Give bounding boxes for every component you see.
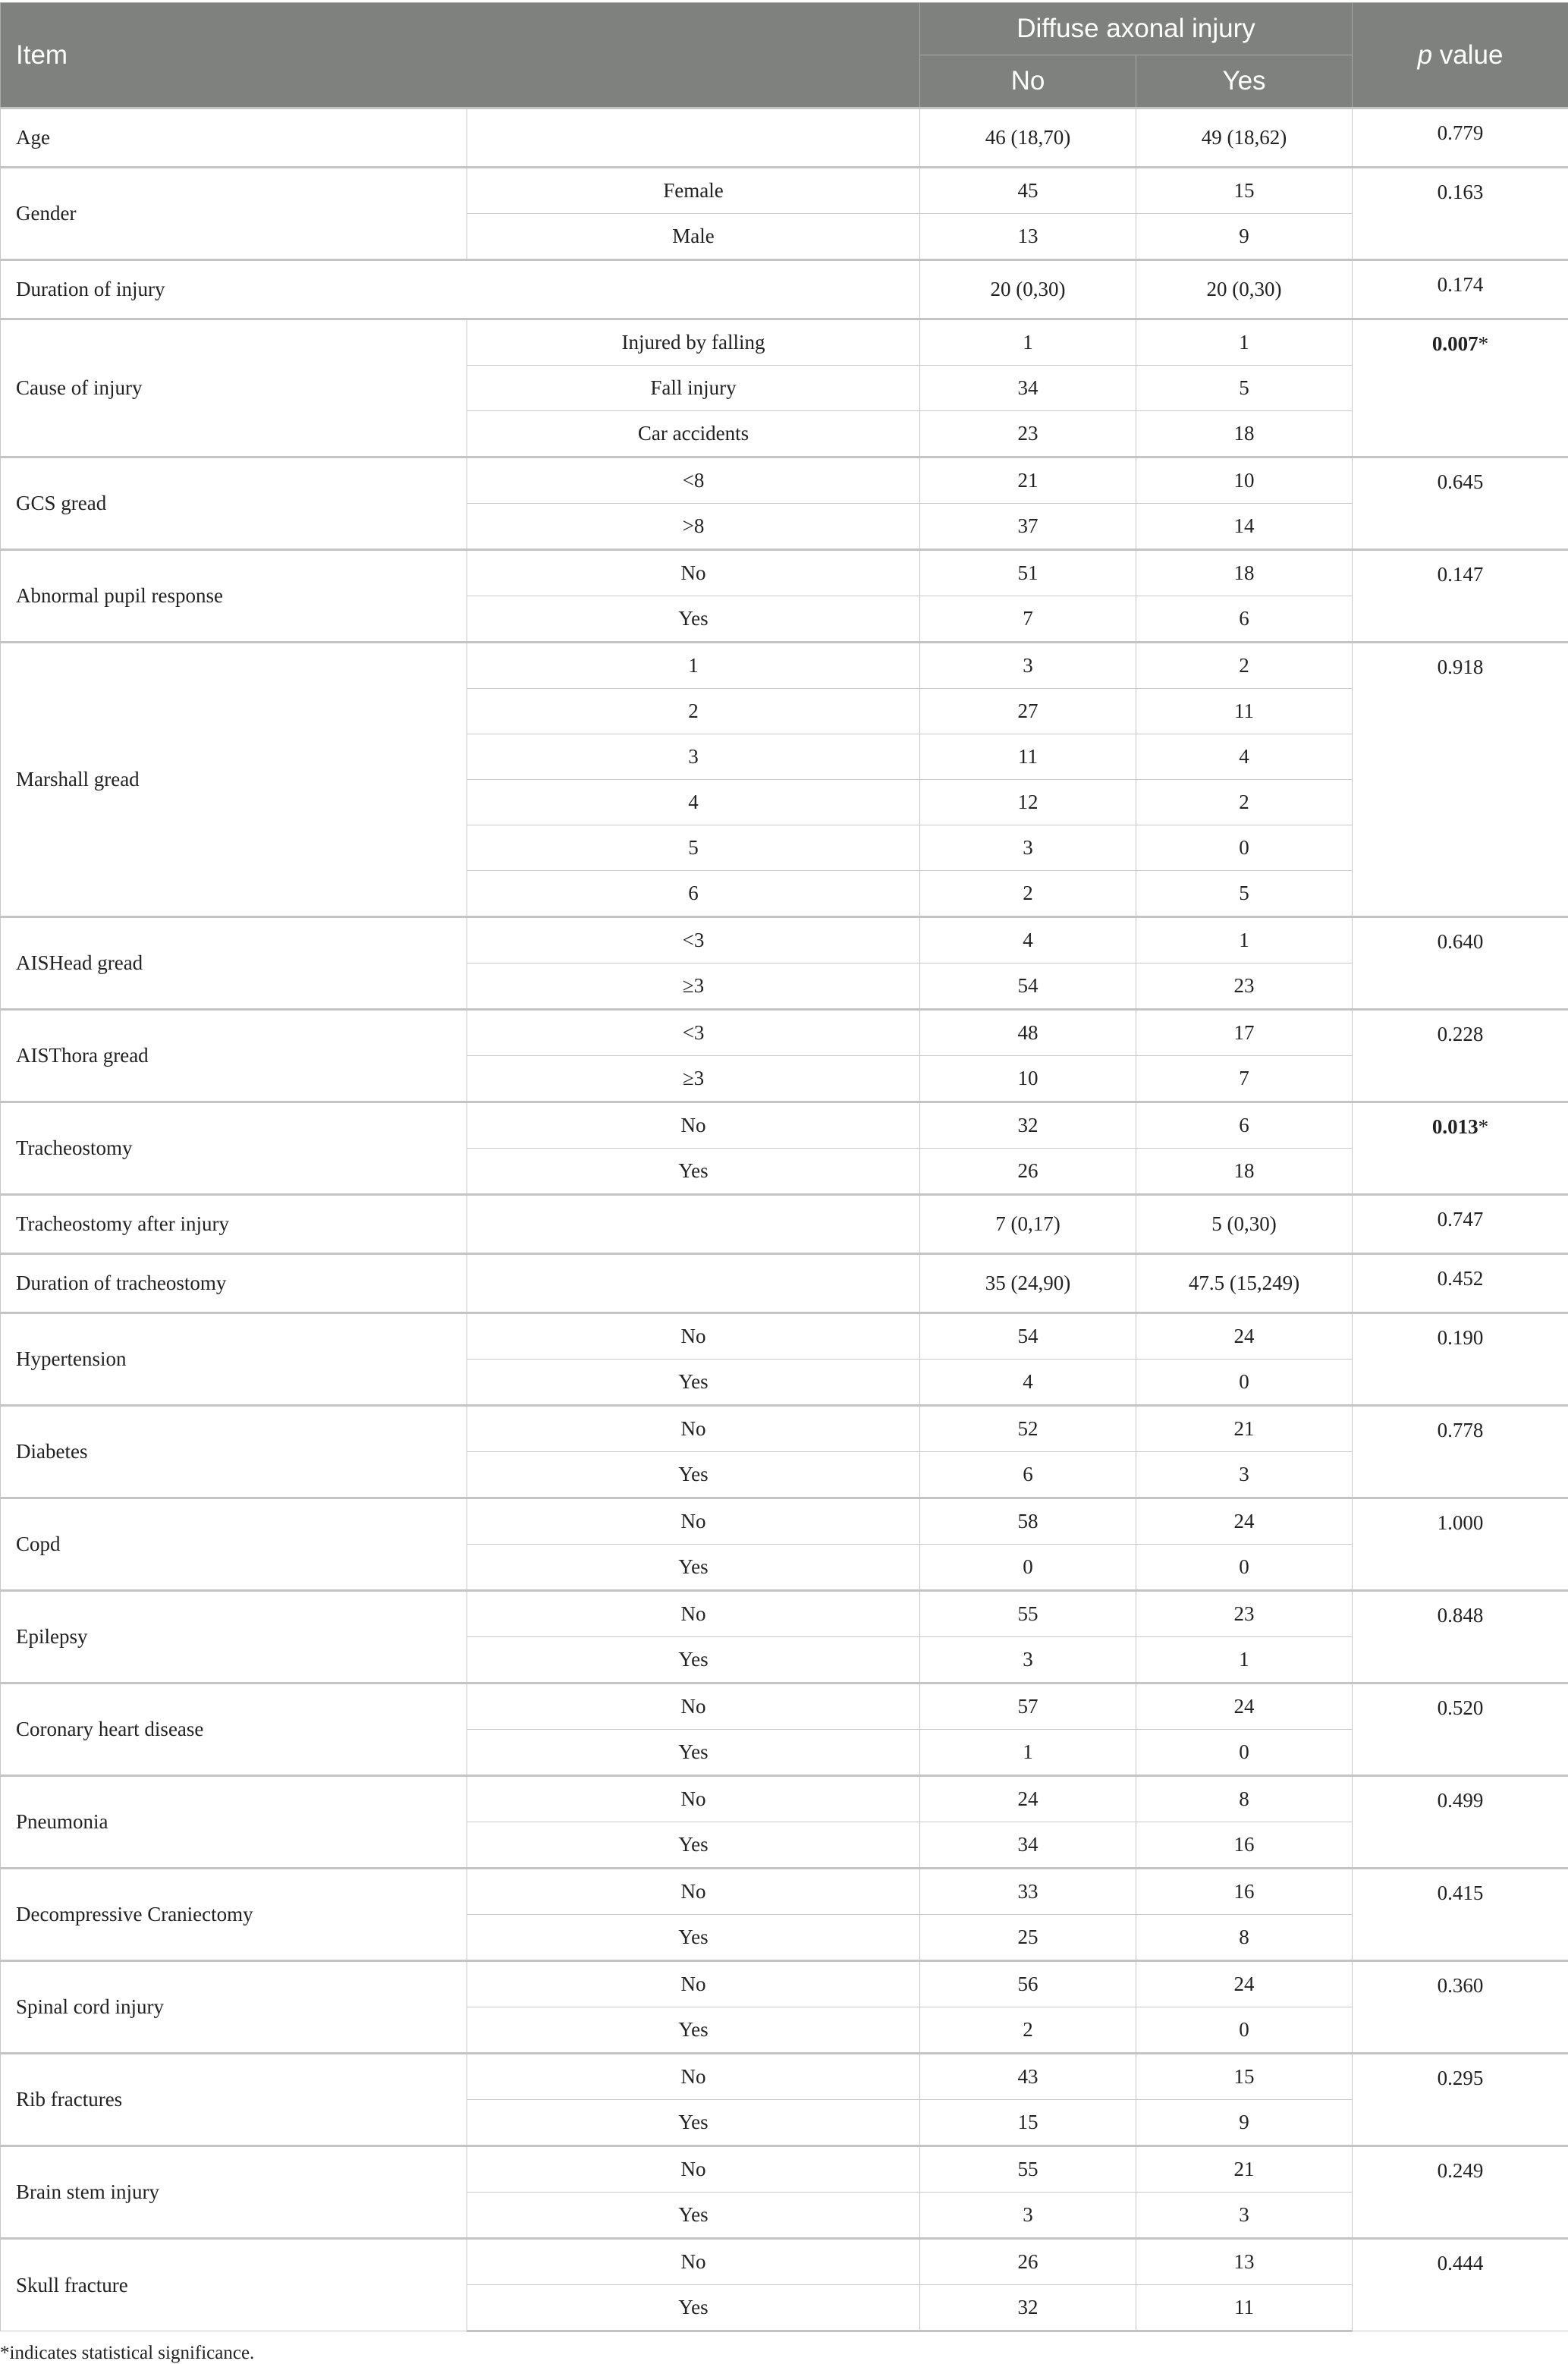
value-no: 21 [920, 457, 1136, 504]
value-yes: 1 [1136, 1637, 1353, 1683]
table-row [1, 1313, 1568, 1360]
subgroup-label: No [467, 2054, 920, 2100]
item-label: Duration of tracheostomy [1, 1254, 467, 1313]
item-label: Coronary heart disease [1, 1683, 467, 1776]
value-no: 12 [920, 780, 1136, 825]
subgroup-label: Yes [467, 1915, 920, 1961]
p-value-cell: 0.295 [1353, 2054, 1568, 2146]
p-value-cell: 0.174 [1353, 260, 1568, 319]
subgroup-label [467, 108, 920, 168]
header-p-italic: p [1418, 40, 1432, 70]
p-value-cell: 0.848 [1353, 1591, 1568, 1683]
table-body [1, 108, 1568, 2331]
item-label: Marshall gread [1, 643, 467, 917]
table-row [1, 319, 1568, 366]
p-value-cell: 0.415 [1353, 1869, 1568, 1961]
value-yes: 9 [1136, 214, 1353, 260]
value-no: 51 [920, 550, 1136, 596]
subgroup-label: Yes [467, 2007, 920, 2054]
subgroup-label: Yes [467, 1730, 920, 1776]
subgroup-label: Yes [467, 1637, 920, 1683]
value-yes: 6 [1136, 596, 1353, 643]
subgroup-label: No [467, 1591, 920, 1637]
subgroup-label: No [467, 2146, 920, 2193]
p-value-cell: 0.452 [1353, 1254, 1568, 1313]
item-label: AISHead gread [1, 917, 467, 1010]
value-yes: 8 [1136, 1915, 1353, 1961]
p-value-cell: 0.190 [1353, 1313, 1568, 1406]
header-diffuse-axonal-injury: Diffuse axonal injury [920, 3, 1353, 55]
header-p-rest: value [1432, 40, 1503, 70]
item-label: Decompressive Craniectomy [1, 1869, 467, 1961]
value-no: 7 (0,17) [920, 1195, 1136, 1254]
table-row [1, 168, 1568, 214]
subgroup-label: Yes [467, 2100, 920, 2146]
subgroup-label: <3 [467, 917, 920, 964]
item-label: AISThora gread [1, 1010, 467, 1102]
p-value-cell: 0.747 [1353, 1195, 1568, 1254]
value-yes: 9 [1136, 2100, 1353, 2146]
value-yes: 24 [1136, 1683, 1353, 1730]
value-yes: 18 [1136, 411, 1353, 457]
subgroup-label: No [467, 1102, 920, 1149]
value-no: 23 [920, 411, 1136, 457]
value-no: 34 [920, 1822, 1136, 1869]
value-yes: 0 [1136, 1545, 1353, 1591]
p-value-significant: 0.013 [1432, 1115, 1478, 1138]
value-no: 7 [920, 596, 1136, 643]
value-no: 20 (0,30) [920, 260, 1136, 319]
value-yes: 47.5 (15,249) [1136, 1254, 1353, 1313]
value-yes: 8 [1136, 1776, 1353, 1822]
subgroup-label: No [467, 2239, 920, 2285]
value-no: 3 [920, 1637, 1136, 1683]
value-yes: 5 (0,30) [1136, 1195, 1353, 1254]
value-no: 52 [920, 1406, 1136, 1452]
item-label: Skull fracture [1, 2239, 467, 2331]
value-no: 57 [920, 1683, 1136, 1730]
p-value-cell: 0.640 [1353, 917, 1568, 1010]
value-no: 48 [920, 1010, 1136, 1056]
p-value-cell [1353, 319, 1568, 457]
item-label: Spinal cord injury [1, 1961, 467, 2054]
table-row [1, 1591, 1568, 1637]
value-no: 24 [920, 1776, 1136, 1822]
p-value-cell [1353, 1102, 1568, 1195]
table-row [1, 2054, 1568, 2100]
value-no: 27 [920, 689, 1136, 734]
value-no: 33 [920, 1869, 1136, 1915]
table-row [1, 1869, 1568, 1915]
item-label: Cause of injury [1, 319, 467, 457]
value-no: 3 [920, 2193, 1136, 2239]
header-yes: Yes [1136, 55, 1353, 108]
item-label: Diabetes [1, 1406, 467, 1498]
value-yes: 17 [1136, 1010, 1353, 1056]
value-no: 35 (24,90) [920, 1254, 1136, 1313]
subgroup-label: Yes [467, 596, 920, 643]
subgroup-label: Yes [467, 1822, 920, 1869]
significance-marker: * [1478, 332, 1489, 355]
value-yes: 21 [1136, 1406, 1353, 1452]
subgroup-label: ≥3 [467, 964, 920, 1010]
table-row [1, 1776, 1568, 1822]
subgroup-label: Injured by falling [467, 319, 920, 366]
subgroup-label: Male [467, 214, 920, 260]
value-yes: 16 [1136, 1822, 1353, 1869]
item-label: Hypertension [1, 1313, 467, 1406]
value-yes: 24 [1136, 1313, 1353, 1360]
value-yes: 13 [1136, 2239, 1353, 2285]
value-yes: 2 [1136, 780, 1353, 825]
subgroup-label: Yes [467, 1149, 920, 1195]
value-yes: 4 [1136, 734, 1353, 780]
value-yes: 6 [1136, 1102, 1353, 1149]
item-label: Duration of injury [1, 260, 920, 319]
value-yes: 15 [1136, 2054, 1353, 2100]
table-row [1, 1683, 1568, 1730]
subgroup-label: Yes [467, 1545, 920, 1591]
p-value-cell: 0.163 [1353, 168, 1568, 260]
value-yes: 2 [1136, 643, 1353, 689]
table-row [1, 643, 1568, 689]
value-yes: 0 [1136, 1730, 1353, 1776]
value-yes: 16 [1136, 1869, 1353, 1915]
subgroup-label: <3 [467, 1010, 920, 1056]
subgroup-label: No [467, 1313, 920, 1360]
subgroup-label: ≥3 [467, 1056, 920, 1102]
value-yes: 24 [1136, 1961, 1353, 2007]
item-label: Abnormal pupil response [1, 550, 467, 643]
value-yes: 3 [1136, 1452, 1353, 1498]
value-no: 37 [920, 504, 1136, 550]
item-label: Age [1, 108, 467, 168]
item-label: Brain stem injury [1, 2146, 467, 2239]
value-yes: 18 [1136, 1149, 1353, 1195]
value-yes: 1 [1136, 917, 1353, 964]
value-yes: 21 [1136, 2146, 1353, 2193]
p-value-cell: 0.918 [1353, 643, 1568, 917]
p-value-cell: 0.444 [1353, 2239, 1568, 2331]
subgroup-label: No [467, 1498, 920, 1545]
value-yes: 15 [1136, 168, 1353, 214]
footnote: *indicates statistical significance. [0, 2343, 1568, 2364]
value-no: 43 [920, 2054, 1136, 2100]
subgroup-label: 4 [467, 780, 920, 825]
item-label: Gender [1, 168, 467, 260]
value-no: 56 [920, 1961, 1136, 2007]
subgroup-label: No [467, 1406, 920, 1452]
item-label: Tracheostomy after injury [1, 1195, 467, 1254]
value-yes: 49 (18,62) [1136, 108, 1353, 168]
table-row [1, 917, 1568, 964]
subgroup-label: Fall injury [467, 366, 920, 411]
table-row [1, 1498, 1568, 1545]
table-row [1, 1102, 1568, 1149]
value-yes: 18 [1136, 550, 1353, 596]
value-yes: 5 [1136, 366, 1353, 411]
subgroup-label: Female [467, 168, 920, 214]
subgroup-label: No [467, 550, 920, 596]
value-no: 13 [920, 214, 1136, 260]
value-no: 3 [920, 825, 1136, 871]
p-value-cell: 0.147 [1353, 550, 1568, 643]
value-yes: 10 [1136, 457, 1353, 504]
item-label: Epilepsy [1, 1591, 467, 1683]
table-row [1, 2146, 1568, 2193]
value-yes: 14 [1136, 504, 1353, 550]
header-no: No [920, 55, 1136, 108]
subgroup-label: 5 [467, 825, 920, 871]
subgroup-label: >8 [467, 504, 920, 550]
value-no: 11 [920, 734, 1136, 780]
value-yes: 23 [1136, 1591, 1353, 1637]
value-yes: 5 [1136, 871, 1353, 917]
value-yes: 24 [1136, 1498, 1353, 1545]
subgroup-label: No [467, 1961, 920, 2007]
table-row [1, 457, 1568, 504]
table-row [1, 550, 1568, 596]
significance-marker: * [1478, 1115, 1489, 1138]
table-row [1, 1010, 1568, 1056]
p-value-significant: 0.007 [1432, 332, 1478, 355]
p-value-cell: 0.778 [1353, 1406, 1568, 1498]
value-yes: 23 [1136, 964, 1353, 1010]
subgroup-label: No [467, 1683, 920, 1730]
value-yes: 0 [1136, 825, 1353, 871]
table-row [1, 1254, 1568, 1313]
value-yes: 0 [1136, 1360, 1353, 1406]
value-yes: 0 [1136, 2007, 1353, 2054]
item-label: Pneumonia [1, 1776, 467, 1869]
subgroup-label: 6 [467, 871, 920, 917]
header-p-value [1353, 3, 1568, 108]
table-row [1, 1195, 1568, 1254]
value-yes: 11 [1136, 2285, 1353, 2331]
value-no: 32 [920, 1102, 1136, 1149]
value-no: 54 [920, 1313, 1136, 1360]
subgroup-label: 2 [467, 689, 920, 734]
value-no: 58 [920, 1498, 1136, 1545]
item-label: Tracheostomy [1, 1102, 467, 1195]
item-label: Rib fractures [1, 2054, 467, 2146]
value-no: 1 [920, 319, 1136, 366]
subgroup-label: <8 [467, 457, 920, 504]
p-value-cell: 0.520 [1353, 1683, 1568, 1776]
value-no: 26 [920, 1149, 1136, 1195]
value-yes: 1 [1136, 319, 1353, 366]
subgroup-label: No [467, 1869, 920, 1915]
subgroup-label: Yes [467, 2193, 920, 2239]
subgroup-label: Yes [467, 1360, 920, 1406]
results-table [0, 2, 1568, 2332]
p-value-cell: 0.360 [1353, 1961, 1568, 2054]
table-row [1, 1961, 1568, 2007]
table-row [1, 1406, 1568, 1452]
value-no: 25 [920, 1915, 1136, 1961]
value-yes: 20 (0,30) [1136, 260, 1353, 319]
item-label: GCS gread [1, 457, 467, 550]
value-no: 0 [920, 1545, 1136, 1591]
value-no: 54 [920, 964, 1136, 1010]
table-row [1, 260, 1568, 319]
item-label: Copd [1, 1498, 467, 1591]
table-row [1, 108, 1568, 168]
p-value-cell: 0.228 [1353, 1010, 1568, 1102]
value-no: 26 [920, 2239, 1136, 2285]
value-no: 46 (18,70) [920, 108, 1136, 168]
p-value-cell: 1.000 [1353, 1498, 1568, 1591]
p-value-cell: 0.645 [1353, 457, 1568, 550]
subgroup-label: Yes [467, 1452, 920, 1498]
p-value-cell: 0.249 [1353, 2146, 1568, 2239]
subgroup-label: 1 [467, 643, 920, 689]
value-yes: 7 [1136, 1056, 1353, 1102]
value-no: 3 [920, 643, 1136, 689]
subgroup-label: Yes [467, 2285, 920, 2331]
p-value-cell: 0.779 [1353, 108, 1568, 168]
value-no: 6 [920, 1452, 1136, 1498]
value-no: 4 [920, 917, 1136, 964]
subgroup-label [467, 1254, 920, 1313]
p-value-cell: 0.499 [1353, 1776, 1568, 1869]
subgroup-label: No [467, 1776, 920, 1822]
value-no: 32 [920, 2285, 1136, 2331]
value-no: 2 [920, 871, 1136, 917]
value-yes: 11 [1136, 689, 1353, 734]
value-no: 34 [920, 366, 1136, 411]
value-no: 1 [920, 1730, 1136, 1776]
value-no: 10 [920, 1056, 1136, 1102]
value-no: 55 [920, 1591, 1136, 1637]
subgroup-label [467, 1195, 920, 1254]
header-item: Item [1, 3, 920, 108]
table-row [1, 2239, 1568, 2285]
value-no: 4 [920, 1360, 1136, 1406]
subgroup-label: Car accidents [467, 411, 920, 457]
subgroup-label: 3 [467, 734, 920, 780]
value-no: 2 [920, 2007, 1136, 2054]
value-yes: 3 [1136, 2193, 1353, 2239]
value-no: 45 [920, 168, 1136, 214]
value-no: 15 [920, 2100, 1136, 2146]
value-no: 55 [920, 2146, 1136, 2193]
